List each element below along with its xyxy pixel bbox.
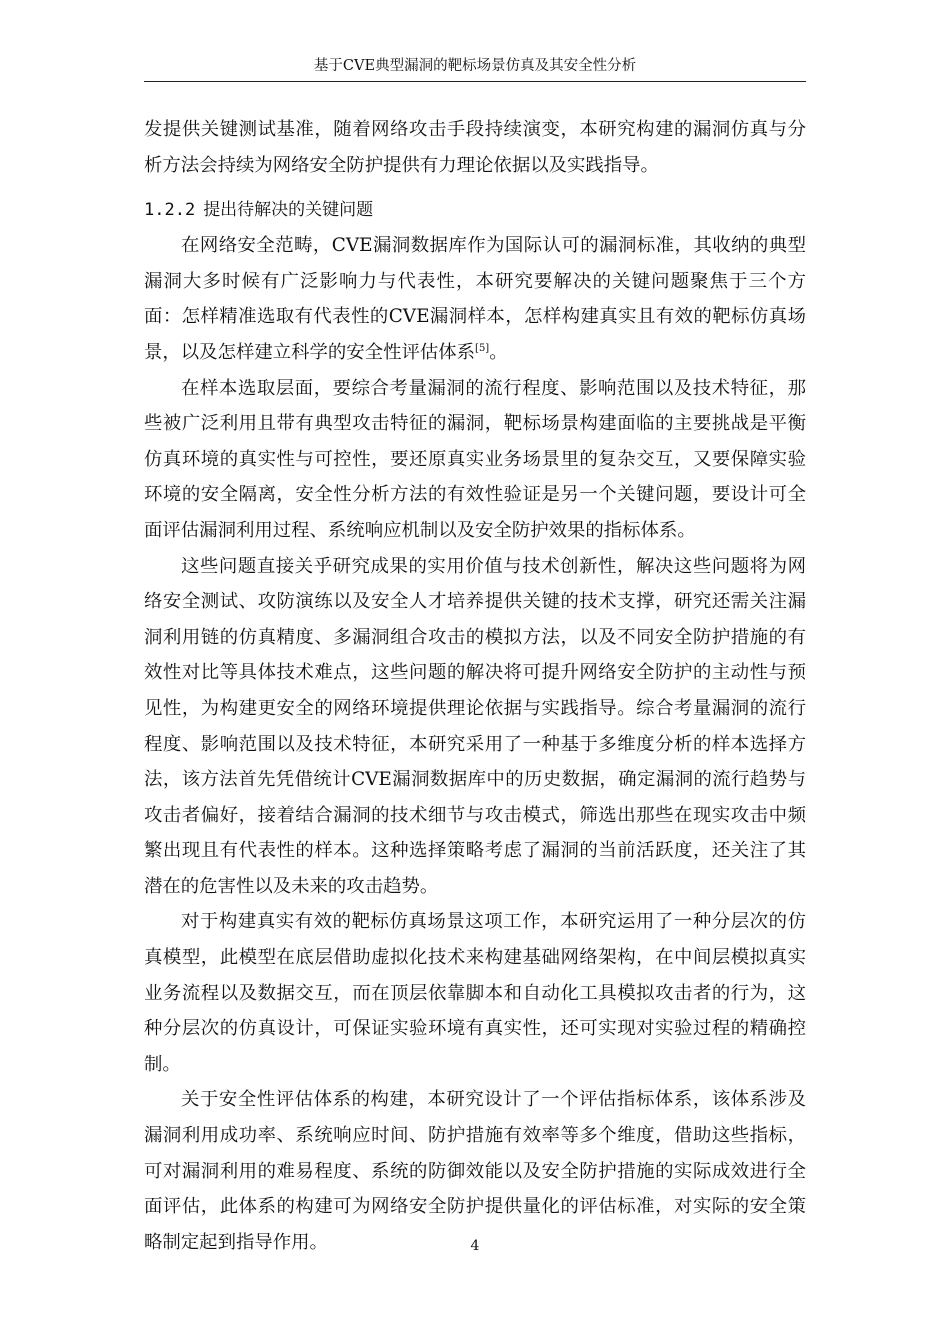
- citation-ref: [5]: [475, 342, 490, 354]
- section-number: 1.2.2: [144, 200, 196, 221]
- paragraph-3: 这些问题直接关乎研究成果的实用价值与技术创新性，解决这些问题将为网络安全测试、攻防演练以及安全人才培养提供关键的技术支撑，研究还需关注漏洞利用链的仿真精度、多漏洞组合攻击的模拟方法，以及不同安全防护措施的有效性对比等具体技术难点，这些问题的解决将可提升网络安全防护的主动性与预见性，为构建更安全的网络环境提供理论依据与实践指导。综合考量漏洞的流行程度、影响范围以及技术特征，本研究采用了一种基于多维度分析的样本选择方法，该方法首先凭借统计CVE漏洞数据库中的历史数据，确定漏洞的流行趋势与攻击者偏好，接着结合漏洞的技术细节与攻击模式，筛选出那些在现实攻击中频繁出现且有代表性的样本。这种选择策略考虑了漏洞的当前活跃度，还关注了其潜在的危害性以及未来的攻击趋势。: [144, 555, 806, 897]
- header-rule: [144, 81, 806, 82]
- paragraph-4: 对于构建真实有效的靶标仿真场景这项工作，本研究运用了一种分层次的仿真模型，此模型在底层借助虚拟化技术来构建基础网络架构，在中间层模拟真实业务流程以及数据交互，而在顶层依靠脚本和自动化工具模拟攻击者的行为，这种分层次的仿真设计，可保证实验环境有真实性，还可实现对实验过程的精确控制。: [144, 911, 806, 1075]
- section-title: 提出待解决的关键问题: [203, 200, 374, 221]
- section-heading: [144, 192, 806, 228]
- page-number: 4: [470, 1238, 480, 1254]
- paragraph-continuation: 发提供关键测试基准，随着网络攻击手段持续演变，本研究构建的漏洞仿真与分析方法会持续为网络安全防护提供有力理论依据以及实践指导。: [144, 119, 806, 176]
- paragraph-5: 关于安全性评估体系的构建，本研究设计了一个评估指标体系，该体系涉及漏洞利用成功率、系统响应时间、防护措施有效率等多个维度，借助这些指标，可对漏洞利用的难易程度、系统的防御效能以及安全防护措施的实际成效进行全面评估，此体系的构建可为网络安全防护提供量化的评估标准，对实际的安全策略制定起到指导作用。: [144, 1089, 806, 1253]
- paragraph-1-text: 在网络安全范畴，CVE漏洞数据库作为国际认可的漏洞标准，其收纳的典型漏洞大多时候有广泛影响力与代表性，本研究要解决的关键问题聚焦于三个方面：怎样精准选取有代表性的CVE漏洞样本，怎样构建真实且有效的靶标仿真场景，以及怎样建立科学的安全性评估体系: [144, 235, 806, 363]
- paragraph-1: [144, 228, 806, 370]
- paragraph-2: 在样本选取层面，要综合考量漏洞的流行程度、影响范围以及技术特征，那些被广泛利用且带有典型攻击特征的漏洞，靶标场景构建面临的主要挑战是平衡仿真环境的真实性与可控性，要还原真实业务场景里的复杂交互，又要保障实验环境的安全隔离，安全性分析方法的有效性验证是另一个关键问题，要设计可全面评估漏洞利用过程、系统响应机制以及安全防护效果的指标体系。: [144, 377, 806, 541]
- running-header: 基于CVE典型漏洞的靶标场景仿真及其安全性分析: [313, 58, 637, 74]
- document-body: [144, 112, 806, 1260]
- paragraph-1-end: 。: [489, 341, 508, 363]
